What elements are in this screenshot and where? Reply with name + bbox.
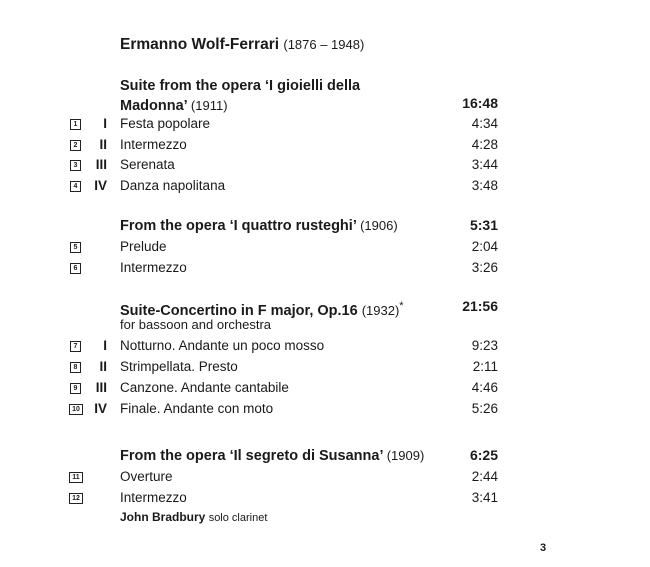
composer-heading [120, 36, 364, 54]
work-subtitle: for bassoon and orchestra [120, 317, 272, 332]
work-title-line: Suite-Concertino in F major, Op.16 [120, 302, 358, 319]
track-number-box: 7 [70, 341, 81, 352]
movement-numeral: III [95, 157, 107, 172]
work-title [120, 446, 424, 466]
track-duration: 3:26 [471, 260, 498, 275]
work-title [120, 76, 360, 116]
composer-name: Ermanno Wolf-Ferrari [120, 36, 280, 53]
movement-numeral: IV [94, 178, 107, 193]
track-title: Intermezzo [120, 260, 187, 275]
track-title: Prelude [120, 239, 167, 254]
movement-numeral: III [95, 380, 107, 395]
track-title: Festa popolare [120, 116, 211, 131]
track-title: Serenata [120, 157, 175, 172]
work-year: (1906) [360, 218, 398, 233]
movement-numeral: I [103, 116, 107, 131]
footnote-marker: * [399, 300, 404, 312]
track-duration: 4:28 [471, 137, 498, 152]
track-number-box: 11 [69, 472, 83, 483]
track-duration: 2:44 [471, 469, 498, 484]
track-title: Canzone. Andante cantabile [120, 380, 289, 395]
movement-numeral: I [103, 338, 107, 353]
track-number-box: 5 [70, 242, 81, 253]
work-year: (1911) [190, 98, 228, 113]
movement-numeral: II [99, 137, 107, 152]
track-number-box: 4 [70, 181, 81, 192]
track-number-box: 10 [69, 404, 83, 415]
page-number: 3 [540, 542, 547, 554]
work-title [120, 216, 398, 236]
work-title-line: From the opera ‘Il segreto di Susanna’ [120, 448, 383, 464]
track-duration: 5:26 [471, 401, 498, 416]
track-number-box: 12 [69, 493, 83, 504]
work-title-line: Suite from the opera ‘I gioielli della [120, 78, 361, 94]
track-number-box: 8 [70, 362, 81, 373]
work-year: (1909) [386, 448, 425, 463]
work-total-duration: 16:48 [462, 95, 498, 111]
track-duration: 4:46 [471, 380, 498, 395]
composer-years: (1876 – 1948) [283, 37, 365, 52]
track-title: Overture [120, 469, 173, 484]
track-number-box: 9 [70, 383, 81, 394]
track-duration: 2:04 [471, 239, 498, 254]
track-number-box: 6 [70, 263, 81, 274]
movement-numeral: IV [94, 401, 107, 416]
track-title: Notturno. Andante un poco mosso [120, 338, 325, 353]
track-duration: 3:48 [471, 178, 498, 193]
work-year: (1932) [361, 302, 400, 318]
track-title: Intermezzo [120, 490, 187, 505]
work-total-duration: 21:56 [462, 298, 498, 314]
track-title: Strimpellata. Presto [120, 359, 238, 374]
performer-credit [120, 510, 267, 524]
track-number-box: 1 [70, 119, 81, 130]
track-title: Danza napolitana [120, 178, 226, 193]
track-title: Finale. Andante con moto [120, 401, 274, 416]
work-total-duration: 5:31 [469, 217, 498, 233]
performer-name: John Bradbury [120, 510, 206, 524]
track-duration: 4:34 [471, 116, 498, 131]
track-title: Intermezzo [120, 137, 187, 152]
work-title-line: Madonna’ [120, 98, 187, 114]
track-duration: 2:11 [472, 359, 498, 374]
track-number-box: 2 [70, 140, 81, 151]
performer-role: solo clarinet [208, 512, 268, 524]
track-number-box: 3 [70, 160, 81, 171]
work-title-line: From the opera ‘I quattro rusteghi’ [120, 218, 357, 234]
track-duration: 3:41 [471, 490, 498, 505]
work-total-duration: 6:25 [469, 447, 498, 463]
movement-numeral: II [99, 359, 107, 374]
track-duration: 3:44 [471, 157, 498, 172]
track-duration: 9:23 [471, 338, 498, 353]
